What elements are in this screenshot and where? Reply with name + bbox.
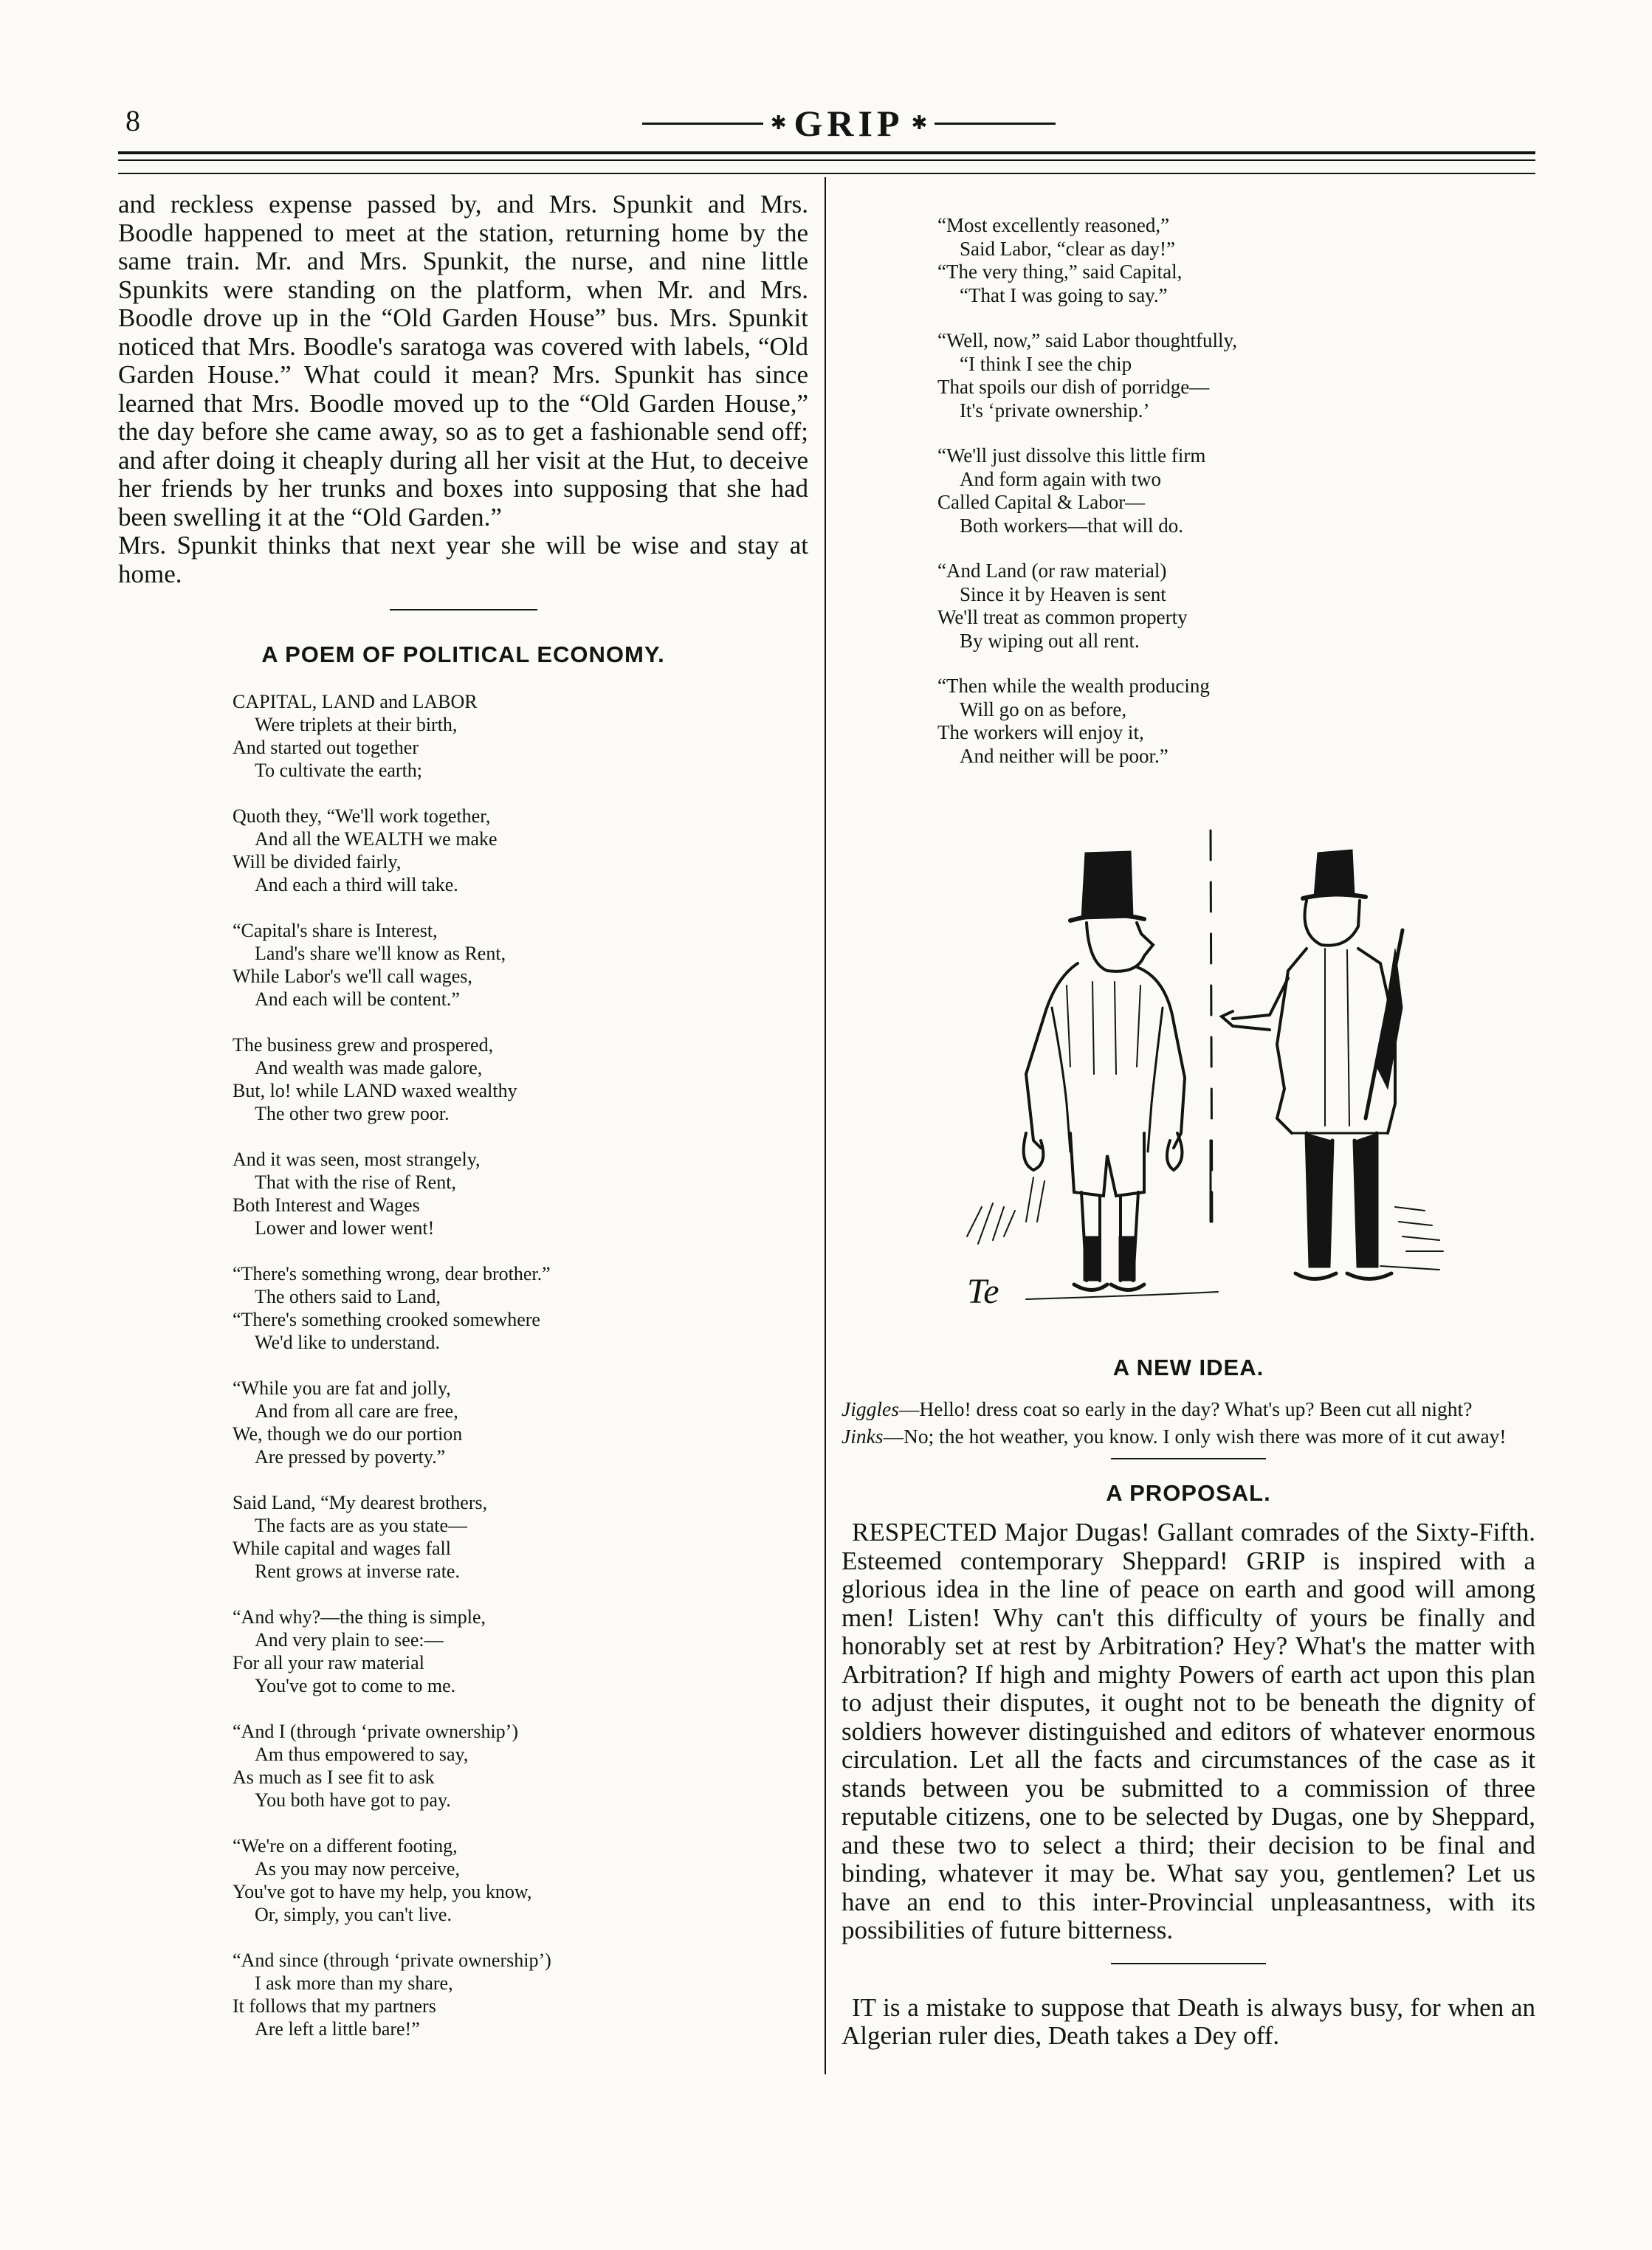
poem-line: By wiping out all rent. bbox=[960, 629, 1140, 652]
poem-line: And each a third will take. bbox=[255, 874, 458, 895]
poem-line: We'll treat as common property bbox=[937, 606, 1188, 628]
masthead-right-rule bbox=[935, 123, 1056, 125]
poem-line: We, though we do our portion bbox=[233, 1423, 463, 1445]
speaker-name: Jiggles bbox=[842, 1397, 899, 1420]
poem-line: “Well, now,” said Labor thoughtfully, bbox=[937, 329, 1237, 351]
star-icon: ✱ bbox=[911, 112, 928, 134]
poem-line: And from all care are free, bbox=[255, 1400, 458, 1422]
poem-stanza bbox=[233, 1148, 808, 1239]
poem-line: Both workers—that will do. bbox=[960, 514, 1183, 537]
dialog-line-jiggles bbox=[842, 1397, 1535, 1420]
poem-line: Will be divided fairly, bbox=[233, 851, 402, 873]
poem-line: “And I (through ‘private ownership’) bbox=[233, 1721, 518, 1742]
section-divider bbox=[1111, 1963, 1266, 1964]
masthead bbox=[642, 102, 1056, 145]
poem-line: The business grew and prospered, bbox=[233, 1034, 494, 1056]
poem-stanza bbox=[233, 690, 808, 782]
poem-line: “And Land (or raw material) bbox=[937, 560, 1167, 582]
right-column bbox=[842, 214, 1535, 790]
poem-line: But, lo! while LAND waxed wealthy bbox=[233, 1080, 517, 1101]
column-divider bbox=[825, 177, 826, 2074]
header-rule-thin bbox=[118, 173, 1535, 174]
dialog-text: —Hello! dress coat so early in the day? What's up? Been cut all night? bbox=[898, 1397, 1473, 1420]
poem-stanza bbox=[937, 444, 1535, 537]
poem-line: “And since (through ‘private ownership’) bbox=[233, 1950, 551, 1971]
poem-stanza bbox=[937, 329, 1535, 422]
poem-line: “That I was going to say.” bbox=[960, 283, 1168, 306]
poem-line: That with the rise of Rent, bbox=[255, 1172, 456, 1193]
poem-line: Are pressed by poverty.” bbox=[255, 1446, 446, 1468]
poem-line: And it was seen, most strangely, bbox=[233, 1149, 481, 1170]
poem-line: Are left a little bare!” bbox=[255, 2018, 420, 2040]
poem-line: As you may now perceive, bbox=[255, 1858, 460, 1879]
poem-stanza bbox=[233, 1033, 808, 1125]
left-column bbox=[118, 190, 808, 2063]
proposal-title: A PROPOSAL. bbox=[1106, 1480, 1271, 1506]
poem-line: Am thus empowered to say, bbox=[255, 1744, 469, 1765]
poem-line: Quoth they, “We'll work together, bbox=[233, 805, 491, 827]
poem-line: You've got to come to me. bbox=[255, 1675, 456, 1696]
cartoon-drawing bbox=[923, 823, 1498, 1325]
poem-line: “Then while the wealth producing bbox=[937, 675, 1210, 697]
poem-line: “The very thing,” said Capital, bbox=[937, 261, 1183, 283]
poem-stanza bbox=[937, 214, 1535, 307]
poem-continuation bbox=[937, 214, 1535, 768]
poem-line: “We're on a different footing, bbox=[233, 1835, 458, 1857]
poem-stanza bbox=[233, 1949, 808, 2040]
poem-title: A POEM OF POLITICAL ECONOMY. bbox=[261, 641, 665, 667]
poem-line: While capital and wages fall bbox=[233, 1538, 451, 1559]
paragraph: Mrs. Spunkit thinks that next year she will be wise and stay at home. bbox=[118, 531, 808, 588]
poem-line: “And why?—the thing is simple, bbox=[233, 1606, 486, 1628]
poem-line: And very plain to see:— bbox=[255, 1629, 444, 1651]
star-icon: ✱ bbox=[770, 112, 787, 134]
masthead-left-rule bbox=[642, 123, 763, 125]
poem-line: And started out together bbox=[233, 737, 419, 758]
poem-line: Said Labor, “clear as day!” bbox=[960, 237, 1176, 260]
poem-stanza bbox=[233, 1834, 808, 1926]
poem-line: The workers will enjoy it, bbox=[937, 721, 1144, 743]
poem-line: And each will be content.” bbox=[255, 988, 460, 1010]
poem-stanza bbox=[233, 1377, 808, 1468]
poem-stanza bbox=[937, 560, 1535, 653]
poem-stanza bbox=[233, 1262, 808, 1354]
story-conclusion bbox=[118, 190, 808, 588]
poem-line: To cultivate the earth; bbox=[255, 760, 423, 781]
poem-line: “We'll just dissolve this little firm bbox=[937, 444, 1206, 467]
poem-line: And neither will be poor.” bbox=[960, 744, 1169, 767]
poem-line: Or, simply, you can't live. bbox=[255, 1904, 452, 1925]
masthead-title: GRIP bbox=[794, 103, 904, 144]
cartoon-caption-title: A NEW IDEA. bbox=[1112, 1355, 1264, 1380]
poem-line: It's ‘private ownership.’ bbox=[960, 399, 1150, 422]
poem-line: And all the WEALTH we make bbox=[255, 828, 498, 850]
cartoon-dialog bbox=[842, 1397, 1535, 1448]
artist-signature: Te bbox=[967, 1272, 999, 1311]
dialog-line-jinks bbox=[842, 1425, 1535, 1448]
joke-paragraph: IT is a mistake to suppose that Death is always busy, for when an Algerian ruler dies, Death takes a Dey off. bbox=[842, 1992, 1535, 2050]
poem-line: “I think I see the chip bbox=[960, 352, 1132, 375]
poem-stanza bbox=[233, 1720, 808, 1812]
poem-line: Since it by Heaven is sent bbox=[960, 582, 1166, 605]
poem-line: That spoils our dish of porridge— bbox=[937, 376, 1210, 398]
poem-line: As much as I see fit to ask bbox=[233, 1766, 435, 1788]
proposal-article bbox=[842, 1518, 1535, 1945]
poem-stanza bbox=[233, 1606, 808, 1697]
header-rule-thin bbox=[118, 159, 1535, 161]
poem-line: Called Capital & Labor— bbox=[937, 491, 1146, 513]
section-divider bbox=[390, 609, 537, 610]
poem-line: Will go on as before, bbox=[960, 698, 1127, 720]
header-rule bbox=[118, 151, 1535, 154]
paragraph: and reckless expense passed by, and Mrs. Spunkit and Mrs. Boodle happened to meet at the station, returning home by the same train. Mr. and Mrs. Spunkit, the nurse, and nine little Spunkits were standing on the platform, when Mr. and Mrs. Boodle drove up in the “Old Garden House” bus. Mrs. Spunkit noticed that Mrs. Boodle's saratoga was covered with labels, “Old Garden House.” What could it mean? Mrs. Spunkit has since learned that Mrs. Boodle moved up to the “Old Garden House,” the day before she came away, so as to get a fashionable send off; and after doing it cheaply during all her visit at the Hut, to deceive her friends by her trunks and boxes into supposing that she had been swelling it at the “Old Garden.” bbox=[118, 190, 808, 531]
poem-line: “While you are fat and jolly, bbox=[233, 1377, 451, 1399]
poem-stanza bbox=[233, 919, 808, 1011]
poem-body bbox=[233, 690, 808, 2040]
poem-line: And form again with two bbox=[960, 467, 1161, 490]
speaker-name: Jinks bbox=[842, 1425, 884, 1448]
poem-line: For all your raw material bbox=[233, 1652, 424, 1673]
poem-line: Were triplets at their birth, bbox=[255, 714, 458, 735]
poem-stanza bbox=[937, 675, 1535, 768]
poem-line: You both have got to pay. bbox=[255, 1789, 451, 1811]
poem-line: The others said to Land, bbox=[255, 1286, 441, 1307]
poem-line: CAPITAL, LAND and LABOR bbox=[233, 691, 478, 712]
section-divider bbox=[1111, 1458, 1266, 1459]
poem-stanza bbox=[233, 805, 808, 896]
poem-line: And wealth was made galore, bbox=[255, 1057, 483, 1078]
poem-line: Lower and lower went! bbox=[255, 1217, 435, 1239]
joke-article bbox=[842, 1994, 1535, 2051]
poem-line: Rent grows at inverse rate. bbox=[255, 1561, 460, 1582]
poem-line: I ask more than my share, bbox=[255, 1972, 453, 1994]
poem-line: “There's something wrong, dear brother.” bbox=[233, 1263, 551, 1284]
poem-line: The other two grew poor. bbox=[255, 1103, 450, 1124]
poem-line: Land's share we'll know as Rent, bbox=[255, 943, 506, 964]
poem-line: “Most excellently reasoned,” bbox=[937, 214, 1170, 236]
cartoon-illustration bbox=[923, 823, 1498, 1325]
poem-line: “There's something crooked somewhere bbox=[233, 1309, 540, 1330]
cartoon-caption-block bbox=[842, 1355, 1535, 2051]
poem-line: You've got to have my help, you know, bbox=[233, 1881, 532, 1902]
poem-line: Both Interest and Wages bbox=[233, 1194, 420, 1216]
poem-line: It follows that my partners bbox=[233, 1995, 436, 2017]
dialog-text: —No; the hot weather, you know. I only wish there was more of it cut away! bbox=[883, 1425, 1507, 1448]
page-number: 8 bbox=[125, 104, 140, 137]
poem-line: Said Land, “My dearest brothers, bbox=[233, 1492, 488, 1513]
poem-line: We'd like to understand. bbox=[255, 1332, 440, 1353]
poem-line: While Labor's we'll call wages, bbox=[233, 966, 472, 987]
proposal-paragraph: RESPECTED Major Dugas! Gallant comrades of the Sixty-Fifth. Esteemed contemporary Sheppard! GRIP is inspired with a glorious idea in the line of peace on earth and good will among men! Listen! Why can't this difficulty of yours be finally and honorably set at rest by Arbitration? Hey? What's the matter with Arbitration? If high and mighty Powers of earth act upon this plan to adjust their disputes, it ought not to be beneath the dignity of soldiers however distinguished and editors of whatever enormous circulation. Let all the facts and circumstances of the case as it stands between you be submitted to a commission of three reputable citizens, one to be selected by Dugas, one by Sheppard, and these two to select a third; their decision to be final and binding, whatever it may be. What say you, gentlemen? Let us have an end to this inter-Provincial unpleasantness, with its possibilities of future bitterness. bbox=[842, 1518, 1535, 1944]
poem-line: “Capital's share is Interest, bbox=[233, 920, 438, 941]
poem-line: The facts are as you state— bbox=[255, 1515, 468, 1536]
poem-stanza bbox=[233, 1491, 808, 1583]
